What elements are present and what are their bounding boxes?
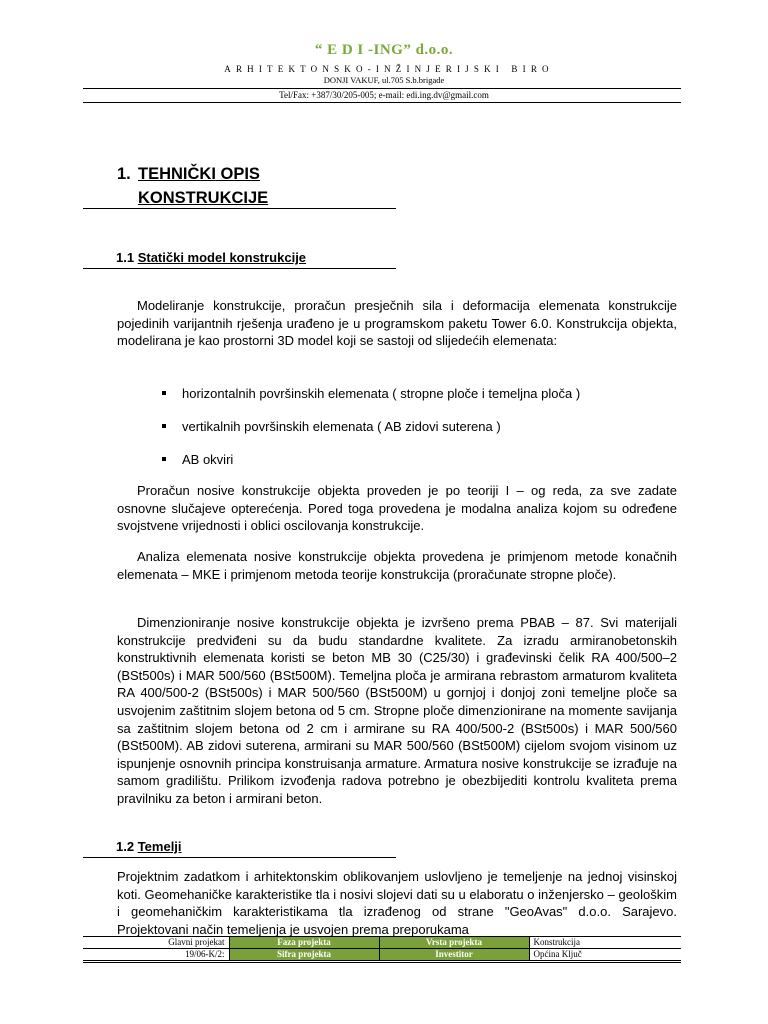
table-cell: 19/06-K/2: <box>83 949 229 961</box>
table-cell: Glavni projekat <box>83 937 229 949</box>
section-1-1-number: 1.1 <box>116 250 135 265</box>
section-1-title-line2: KONSTRUKCIJE <box>138 189 269 207</box>
company-subtitle: ARHITEKTONSKO-INŽINJERIJSKI BIRO <box>224 64 554 74</box>
section-1-2-heading <box>116 838 182 856</box>
table-cell: Faza projekta <box>229 937 379 949</box>
company-contact: Tel/Fax: +387/30/205-005; e-mail: edi.ing.dv@gmail.com <box>279 90 489 100</box>
footer-divider <box>83 962 681 963</box>
table-cell: Sifra projekta <box>229 949 379 961</box>
table-cell: Investitor <box>379 949 529 961</box>
table-cell: Konstrukcija <box>529 937 681 949</box>
section-1-2-rule <box>83 857 396 858</box>
section-1-title-line1: TEHNIČKI OPIS <box>138 165 260 183</box>
section-1-rule <box>83 208 396 209</box>
table-cell: Općina Ključ <box>529 949 681 961</box>
project-info-table <box>83 936 681 961</box>
table-cell: Vrsta projekta <box>379 937 529 949</box>
section-1-1-rule <box>83 268 396 269</box>
paragraph-dimensioning: Dimenzioniranje nosive konstrukcije objekta je izvršeno prema PBAB – 87. Svi materijali konstrukcije predviđeni su da budu standardne kvalitete. Za izradu armiranobetonskih konstruktivnih elemenata koristi se beton MB 30 (C25/30) i građevinski čelik RA 400/500–2 (BSt500s) i MAR 500/560 (BSt500M). Temeljna ploča je armirana rebrastom armaturom kvaliteta RA 400/500-2 (BSt500s) i MAR 500/560 (BSt500M) u gornjoj i donjoj zoni temeljne ploče sa usvojenim zaštitnim slojem betona od 5 cm. Stropne ploče dimenzionirane na momente savijanja sa zaštitnim slojem betona od 2 cm i armirane su RA 400/500-2 (BSt500s) i MAR 500/560 (BSt500M). AB zidovi suterena, armirani su MAR 500/560 (BSt500M) cijelom svojom visinom uz ispunjenje osnovnih principa konstruisanja armature. Armatura nosive konstrukcije se izrađuje na samom gradilištu. Prilikom izvođenja radova potrebno je obezbijediti kontrolu kvaliteta prema pravilniku za beton i armirani beton. <box>117 615 677 806</box>
list-item: horizontalnih površinskih elemenata ( stropne ploče i temeljna ploča ) <box>160 385 580 402</box>
section-1-2-number: 1.2 <box>116 839 135 854</box>
header-divider-bottom <box>83 102 681 103</box>
section-1-1-title: Statički model konstrukcije <box>137 250 307 265</box>
letterhead <box>0 40 768 86</box>
paragraph-fem: Analiza elemenata nosive konstrukcije objekta provedena je primjenom metode konačnih elemenata – MKE i primjenom metoda teorije konstrukcija (proračunate stropne ploče). <box>117 549 677 582</box>
section-1-1-heading <box>116 249 306 267</box>
paragraph-analysis: Proračun nosive konstrukcije objekta proveden je po teoriji I – og reda, za sve zadate osnovne slučajeve opterećenja. Pored toga provedena je modalna analiza kojom su određene svojstvene vrijednosti i oblici oscilovanja konstrukcije. <box>117 483 677 534</box>
header-divider-top <box>83 88 681 89</box>
list-item: vertikalnih površinskih elemenata ( AB zidovi suterena ) <box>160 418 580 435</box>
table-row <box>83 937 681 949</box>
paragraph-foundations: Projektnim zadatkom i arhitektonskim oblikovanjem uslovljeno je temeljenje na jednoj visinskoj koti. Geomehaničke karakteristike tla i nosivi slojevi dati su u elaboratu o inženjersko – geološkim i geomehaničkim karakteristikama tla izrađenog od strane "GeoAvas" d.o.o. Sarajevo. Projektovani način temeljenja je usvojen prema preporukama <box>117 869 677 936</box>
paragraph-modeling: Modeliranje konstrukcije, proračun presječnih sila i deformacija elemenata konstrukcije pojedinih varijantnih rješenja urađeno je u programskom paketu Tower 6.0. Konstrukcija objekta, modelirana je kao prostorni 3D model koji se sastoji od slijedećih elemenata: <box>117 298 677 349</box>
company-name: “ E D I -ING” d.o.o. <box>314 42 454 58</box>
list-item: AB okviri <box>160 451 580 468</box>
section-1-number: 1. <box>117 165 131 183</box>
section-1-2-title: Temelji <box>137 839 182 854</box>
table-row <box>83 949 681 961</box>
element-list <box>160 385 580 484</box>
company-address: DONJI VAKUF, ul.705 S.b.brigade <box>323 75 445 85</box>
